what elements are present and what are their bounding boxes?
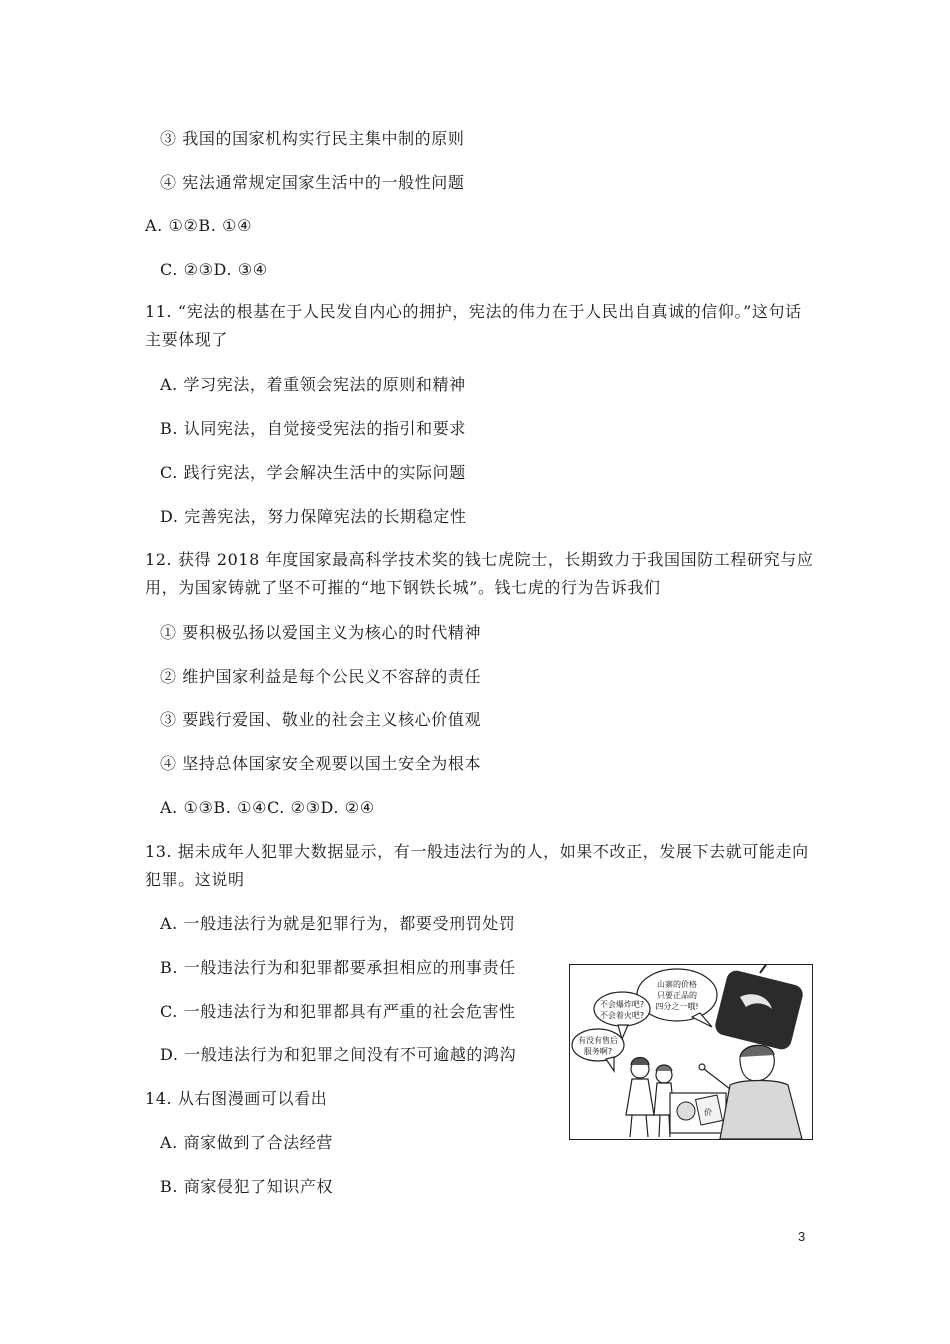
q10-options-ab: A. ①②B. ①④ [145,216,253,235]
bubble-seller-line-1: 山寨的价格 [657,980,697,989]
page-number: 3 [798,1229,806,1244]
q12-item-1: ① 要积极弘扬以爱国主义为核心的时代精神 [160,623,482,642]
product-box [670,1093,726,1133]
bubble-safety-line-1: 不会爆炸吧? [599,1000,645,1009]
q11-option-c: C. 践行宪法，学会解决生活中的实际问题 [160,463,466,482]
price-tag-label: 价 [704,1108,712,1117]
bubble-service-line-1: 有没有售后 [578,1036,618,1045]
q11-stem: 11. “宪法的根基在于人民发自内心的拥护，宪法的伟力在于人民出自真诚的信仰。”这句话主要体现了 [145,302,802,349]
q10-options-cd: C. ②③D. ③④ [160,260,268,279]
bubble-service-line-2: 服务啊? [583,1047,613,1056]
bubble-safety-line-2: 不会着火吧? [599,1011,645,1020]
customer-figures [626,1058,674,1138]
q13-stem: 13. 据未成年人犯罪大数据显示，有一般违法行为的人，如果不改正，发展下去就可能走向犯罪。这说明 [145,842,809,889]
q12-options: A. ①③B. ①④C. ②③D. ②④ [160,798,375,817]
speech-bubble-seller [637,969,717,1027]
q12-item-4: ④ 坚持总体国家安全观要以国土安全为根本 [160,754,482,773]
q10-item-4: ④ 宪法通常规定国家生活中的一般性问题 [160,173,465,192]
television-icon [713,965,805,1051]
q13-option-c: C. 一般违法行为和犯罪都具有严重的社会危害性 [160,1002,516,1021]
q10-item-3: ③ 我国的国家机构实行民主集中制的原则 [160,129,465,148]
q14-option-b: B. 商家侵犯了知识产权 [160,1177,334,1196]
q13-option-b: B. 一般违法行为和犯罪都要承担相应的刑事责任 [160,958,516,977]
q12-item-3: ③ 要践行爱国、敬业的社会主义核心价值观 [160,710,482,729]
q13-option-a: A. 一般违法行为就是犯罪行为，都要受刑罚处罚 [160,914,516,933]
q12-stem: 12. 获得 2018 年度国家最高科学技术奖的钱七虎院士，长期致力于我国国防工程研究与应用，为国家铸就了坚不可摧的“地下钢铁长城”。钱七虎的行为告诉我们 [145,550,814,597]
bubble-seller-line-3: 四分之一哦! [655,1002,699,1011]
q13-option-d: D. 一般违法行为和犯罪之间没有不可逾越的鸿沟 [160,1045,517,1064]
q12-item-2: ② 维护国家利益是每个公民义不容辞的责任 [160,667,482,686]
q11-option-a: A. 学习宪法，着重领会宪法的原则和精神 [160,375,466,394]
q11-option-b: B. 认同宪法，自觉接受宪法的指引和要求 [160,419,466,438]
cartoon-illustration [569,964,813,1140]
bubble-seller-line-2: 只要正品的 [657,991,697,1000]
speech-bubble-service [572,1029,624,1071]
q14-option-a: A. 商家做到了合法经营 [160,1133,333,1152]
q14-stem: 14. 从右图漫画可以看出 [145,1089,328,1108]
q11-option-d: D. 完善宪法，努力保障宪法的长期稳定性 [160,507,467,526]
